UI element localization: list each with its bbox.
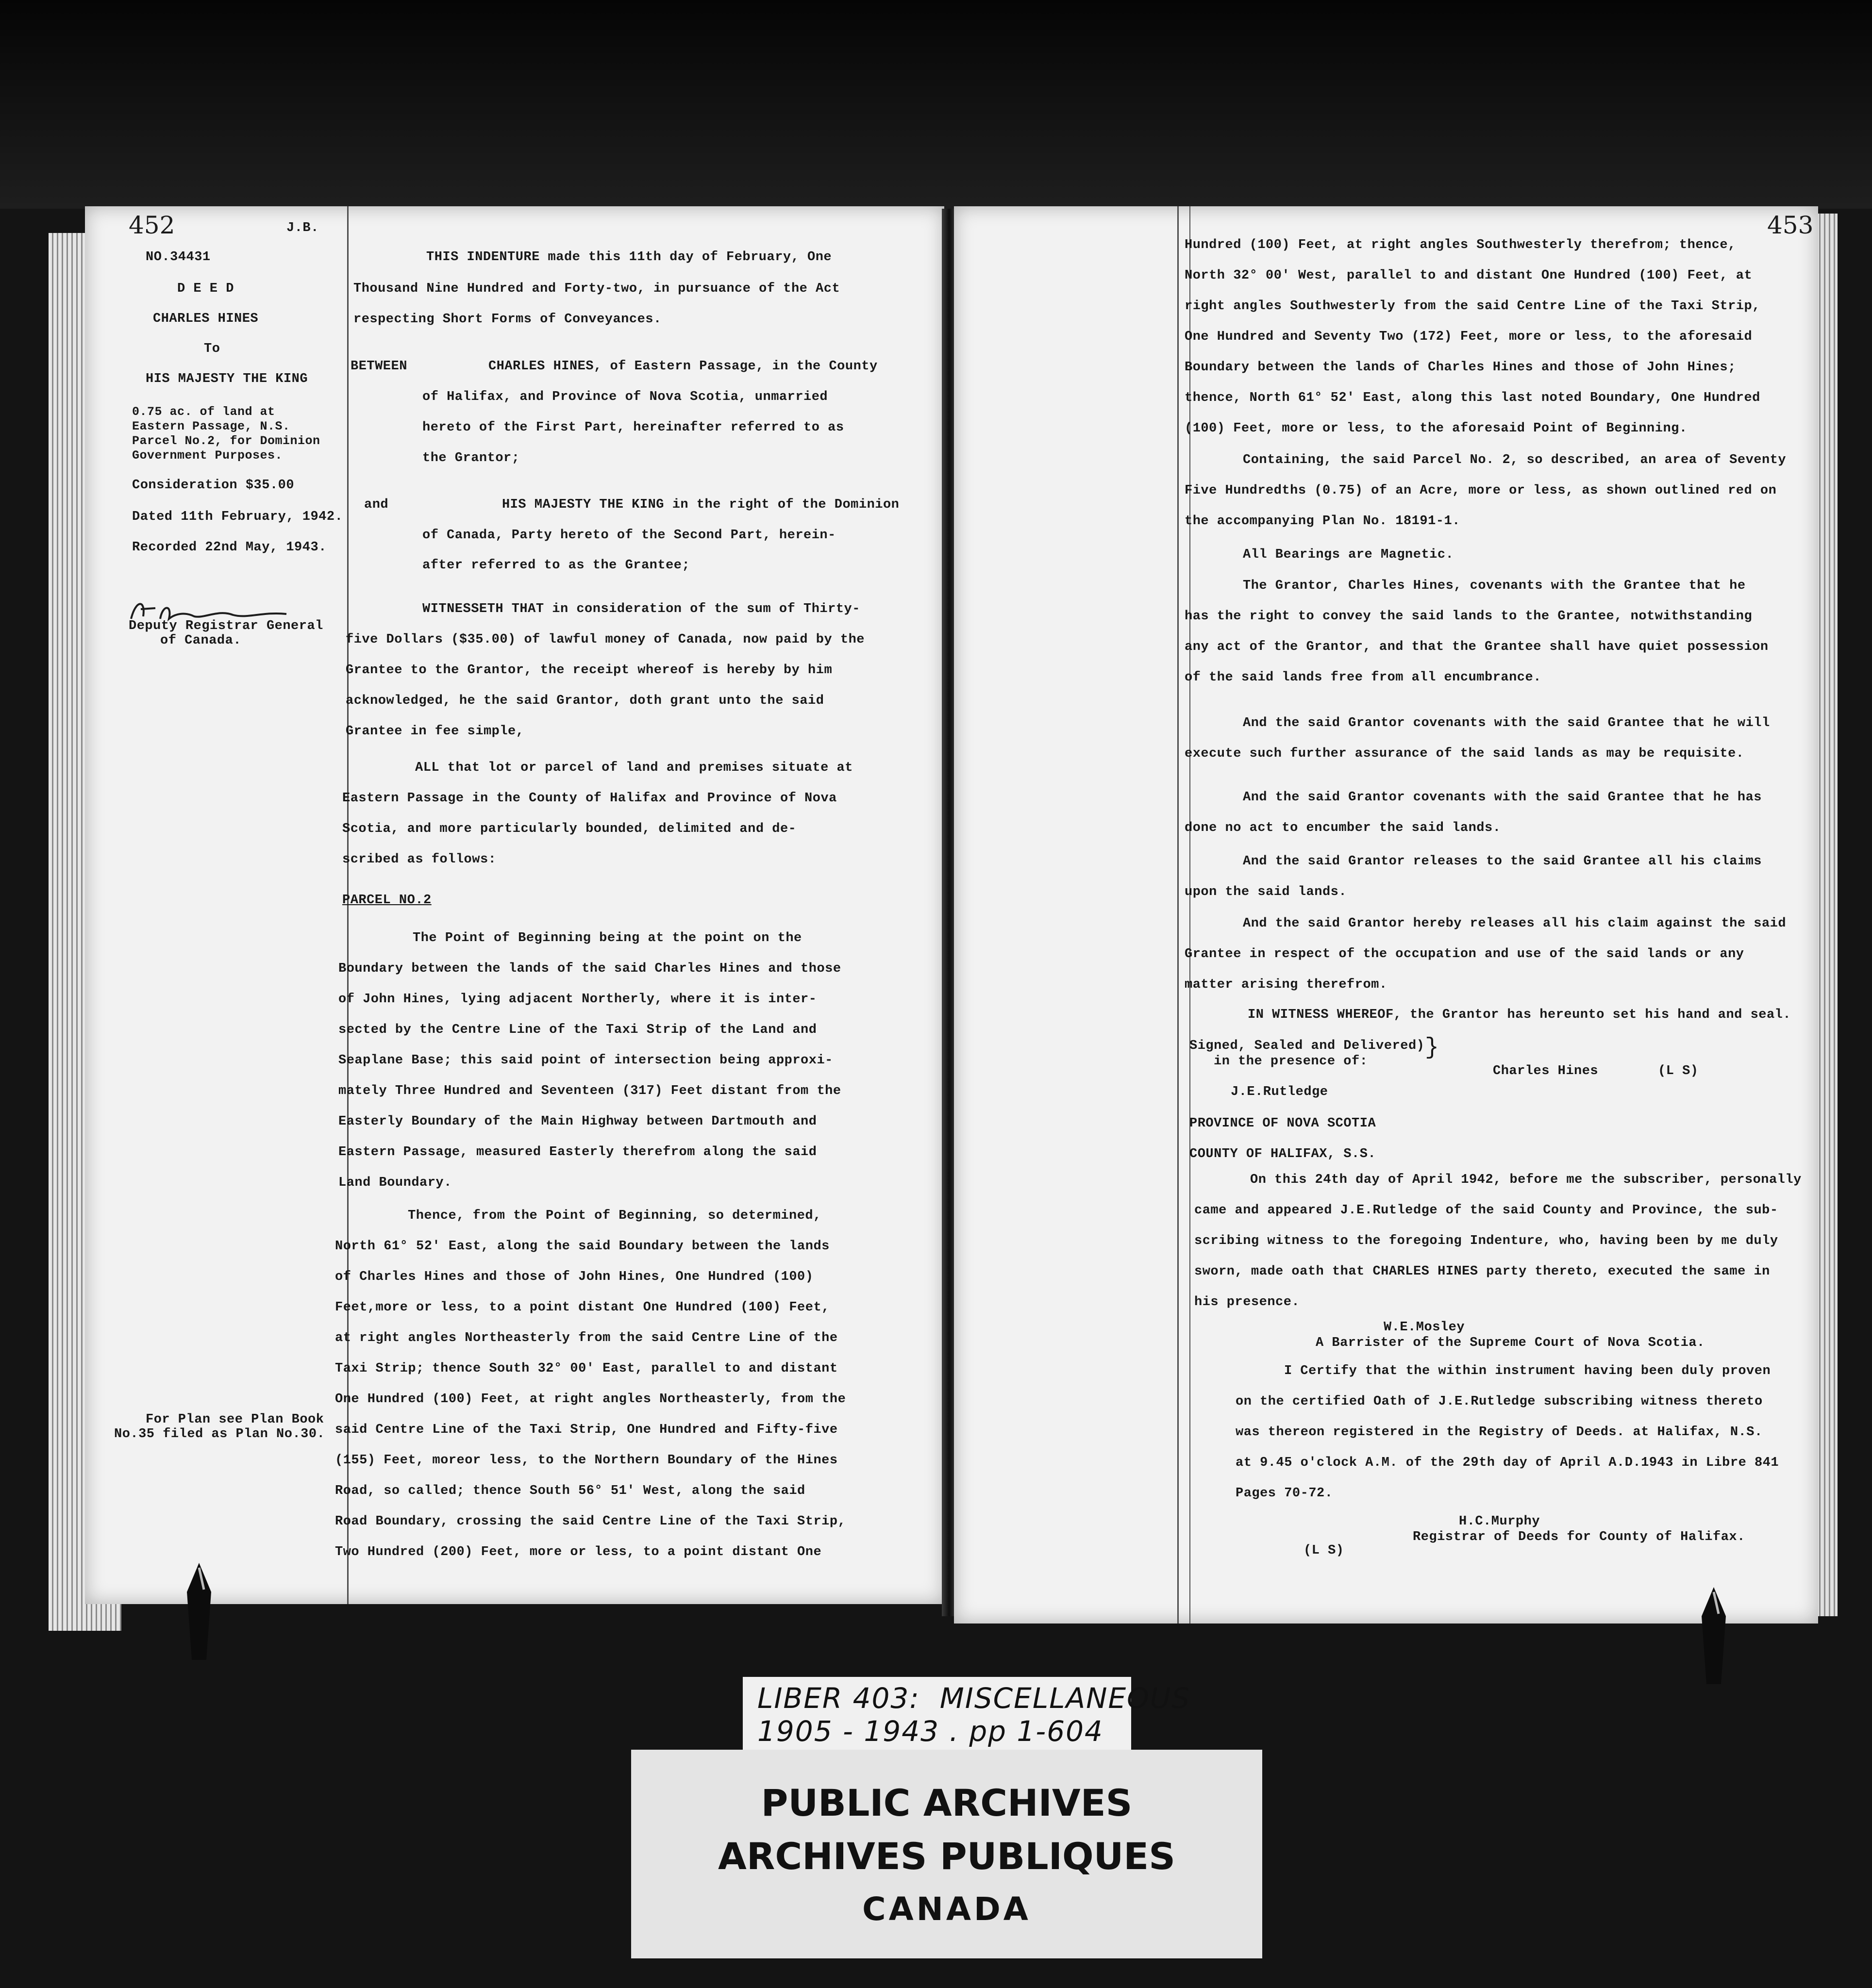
dark-background <box>0 0 1872 209</box>
body-line: the accompanying Plan No. 18191-1. <box>1185 514 1460 529</box>
description-line: Parcel No.2, for Dominion <box>132 434 320 448</box>
body-line: Five Hundredths (0.75) of an Acre, more or less, as shown outlined red on <box>1185 483 1777 498</box>
body-line: hereto of the First Part, hereinafter referred to as <box>422 420 844 435</box>
body-line: One Hundred and Seventy Two (172) Feet, more or less, to the aforesaid <box>1185 330 1753 344</box>
body-line: at right angles Northeasterly from the said Centre Line of the <box>335 1331 838 1345</box>
body-line: Taxi Strip; thence South 32° 00' East, parallel to and distant <box>335 1361 838 1376</box>
body-line: Pages 70-72. <box>1236 1486 1333 1501</box>
body-line: THIS INDENTURE made this 11th day of February, One <box>426 250 832 265</box>
body-line: The Grantor, Charles Hines, covenants with the Grantee that he <box>1243 579 1746 593</box>
description-line: 0.75 ac. of land at <box>132 405 275 419</box>
body-line: Containing, the said Parcel No. 2, so described, an area of Seventy <box>1243 453 1787 467</box>
body-line: I Certify that the within instrument having been duly proven <box>1284 1364 1771 1378</box>
margin-rule-right-2 <box>1189 206 1190 1624</box>
body-line: the Grantor; <box>422 451 520 465</box>
page-clip-left <box>182 1563 216 1660</box>
body-line: Thousand Nine Hundred and Forty-two, in pursuance of the Act <box>353 282 840 296</box>
body-line: at 9.45 o'clock A.M. of the 29th day of April A.D.1943 in Libre 841 <box>1236 1456 1779 1470</box>
body-line: thence, North 61° 52' East, along this last noted Boundary, One Hundred <box>1185 391 1760 405</box>
body-line: And the said Grantor covenants with the said Grantee that he will <box>1243 716 1770 730</box>
right-page <box>954 206 1818 1624</box>
plan-note: For Plan see Plan Book <box>146 1412 324 1427</box>
body-line: And the said Grantor hereby releases all his claim against the said <box>1243 916 1787 931</box>
registrar-title: of Canada. <box>160 633 242 648</box>
archive-line-2: ARCHIVES PUBLIQUES <box>718 1835 1175 1878</box>
body-line: respecting Short Forms of Conveyances. <box>353 312 662 327</box>
presence-line: in the presence of: <box>1214 1054 1368 1069</box>
grantor-name-margin: CHARLES HINES <box>153 312 259 326</box>
doc-number: NO.34431 <box>146 250 211 265</box>
body-line: Eastern Passage, measured Easterly therefrom along the said <box>338 1145 817 1160</box>
province-heading: PROVINCE OF NOVA SCOTIA <box>1189 1116 1376 1131</box>
body-line: and HIS MAJESTY THE KING in the right of the Dominion <box>364 497 900 512</box>
body-line: Road, so called; thence South 56° 51' West, along the said <box>335 1484 805 1498</box>
consideration-note: Consideration $35.00 <box>132 478 295 493</box>
body-line: Thence, from the Point of Beginning, so determined, <box>408 1209 821 1223</box>
body-line: after referred to as the Grantee; <box>422 558 690 573</box>
book-label-text: LIBER 403: MISCELLANEOUS 1905 - 1943 . pp 1-604 <box>757 1682 1191 1748</box>
body-line: Eastern Passage in the County of Halifax and Province of Nova <box>342 791 837 806</box>
dated-note: Dated 11th February, 1942. <box>132 510 343 524</box>
body-line: his presence. <box>1194 1295 1300 1309</box>
right-page-edges <box>1816 214 1838 1616</box>
body-line: was thereon registered in the Registry of Deeds. at Halifax, N.S. <box>1236 1425 1763 1440</box>
body-line: said Centre Line of the Taxi Strip, One Hundred and Fifty-five <box>335 1423 838 1437</box>
body-line: And the said Grantor releases to the said Grantee all his claims <box>1243 854 1762 869</box>
body-line: (100) Feet, more or less, to the aforesaid Point of Beginning. <box>1185 421 1688 436</box>
body-line: Feet,more or less, to a point distant One Hundred (100) Feet, <box>335 1300 830 1315</box>
archive-line-1: PUBLIC ARCHIVES <box>761 1781 1133 1824</box>
body-line: sected by the Centre Line of the Taxi Strip of the Land and <box>338 1023 817 1037</box>
body-line: North 32° 00' West, parallel to and distant One Hundred (100) Feet, at <box>1185 268 1753 283</box>
body-line: Hundred (100) Feet, at right angles Southwesterly therefrom; thence, <box>1185 238 1736 252</box>
book-spine-label <box>743 1677 1191 1752</box>
body-line: WITNESSETH THAT in consideration of the sum of Thirty- <box>422 602 860 616</box>
body-line: Grantee in respect of the occupation and use of the said lands or any <box>1185 947 1744 961</box>
body-line: done no act to encumber the said lands. <box>1185 821 1501 835</box>
body-line: And the said Grantor covenants with the said Grantee that he has <box>1243 790 1762 805</box>
body-line: any act of the Grantor, and that the Grantee shall have quiet possession <box>1185 640 1769 654</box>
signed-sealed-line: Signed, Sealed and Delivered) <box>1189 1039 1425 1053</box>
recorded-note: Recorded 22nd May, 1943. <box>132 540 327 555</box>
body-line: On this 24th day of April 1942, before me the subscriber, personally <box>1250 1173 1802 1187</box>
body-line: One Hundred (100) Feet, at right angles Northeasterly, from the <box>335 1392 846 1407</box>
body-line: of the said lands free from all encumbrance. <box>1185 670 1541 685</box>
body-line: (155) Feet, moreor less, to the Northern Boundary of the Hines <box>335 1453 838 1468</box>
doc-type: D E E D <box>177 282 234 296</box>
registrar-title: Deputy Registrar General <box>129 619 323 633</box>
clerk-initials: J.B. <box>286 221 319 235</box>
body-line: Two Hundred (200) Feet, more or less, to a point distant One <box>335 1545 822 1559</box>
body-line: of Charles Hines and those of John Hines, One Hundred (100) <box>335 1270 814 1284</box>
body-line: Land Boundary. <box>338 1176 452 1190</box>
archive-watermark-card <box>631 1750 1262 1958</box>
witness-signature: J.E.Rutledge <box>1231 1085 1328 1099</box>
body-line: of Canada, Party hereto of the Second Part, herein- <box>422 528 836 543</box>
seal-mark: (L S) <box>1658 1064 1699 1078</box>
body-line: on the certified Oath of J.E.Rutledge subscribing witness thereto <box>1236 1394 1763 1409</box>
registrar-name: H.C.Murphy <box>1459 1514 1540 1529</box>
grantor-signature: Charles Hines <box>1493 1064 1599 1078</box>
body-line: Easterly Boundary of the Main Highway between Dartmouth and <box>338 1114 817 1129</box>
description-line: Eastern Passage, N.S. <box>132 419 290 433</box>
body-line: execute such further assurance of the said lands as may be requisite. <box>1185 746 1744 761</box>
body-line: right angles Southwesterly from the said Centre Line of the Taxi Strip, <box>1185 299 1760 314</box>
body-line: ALL that lot or parcel of land and premises situate at <box>415 761 853 775</box>
body-line: five Dollars ($35.00) of lawful money of Canada, now paid by the <box>346 632 865 647</box>
bracket-glyph: } <box>1425 1035 1439 1061</box>
body-line: scribed as follows: <box>342 852 497 867</box>
witness-clause: IN WITNESS WHEREOF, the Grantor has hereunto set his hand and seal. <box>1248 1008 1791 1022</box>
seal-mark-bottom: (L S) <box>1304 1543 1344 1558</box>
body-line: Boundary between the lands of the said Charles Hines and those <box>338 961 841 976</box>
barrister-name: W.E.Mosley <box>1384 1320 1465 1335</box>
grantee-name-margin: HIS MAJESTY THE KING <box>146 372 308 386</box>
body-line: Scotia, and more particularly bounded, delimited and de- <box>342 822 797 836</box>
archive-line-3: CANADA <box>862 1890 1031 1928</box>
body-line: BETWEEN CHARLES HINES, of Eastern Passage, in the County <box>351 359 878 374</box>
body-line: has the right to convey the said lands to the Grantee, notwithstanding <box>1185 609 1753 624</box>
registrar-title-right: Registrar of Deeds for County of Halifax. <box>1413 1530 1745 1544</box>
body-line: Grantee to the Grantor, the receipt whereof is hereby by him <box>346 663 833 678</box>
body-line: upon the said lands. <box>1185 885 1347 899</box>
body-line: The Point of Beginning being at the point on the <box>413 931 802 945</box>
body-line: of Halifax, and Province of Nova Scotia, unmarried <box>422 390 828 404</box>
to-label: To <box>204 342 220 356</box>
body-line: All Bearings are Magnetic. <box>1243 547 1454 562</box>
margin-rule-right <box>1177 206 1179 1624</box>
body-line: acknowledged, he the said Grantor, doth grant unto the said <box>346 694 824 708</box>
page-clip-right <box>1694 1587 1733 1684</box>
body-line: Grantee in fee simple, <box>346 724 524 739</box>
body-line: mately Three Hundred and Seventeen (317) Feet distant from the <box>338 1084 841 1098</box>
body-line: Road Boundary, crossing the said Centre Line of the Taxi Strip, <box>335 1514 846 1529</box>
parcel-heading: PARCEL NO.2 <box>342 893 432 908</box>
barrister-title: A Barrister of the Supreme Court of Nova Scotia. <box>1316 1336 1705 1350</box>
page-number-left: 452 <box>129 211 175 239</box>
body-line: matter arising therefrom. <box>1185 977 1387 992</box>
county-heading: COUNTY OF HALIFAX, S.S. <box>1189 1147 1376 1161</box>
body-line: Boundary between the lands of Charles Hines and those of John Hines; <box>1185 360 1736 375</box>
body-line: came and appeared J.E.Rutledge of the said County and Province, the sub- <box>1194 1203 1778 1218</box>
body-line: North 61° 52' East, along the said Boundary between the lands <box>335 1239 830 1254</box>
body-line: Seaplane Base; this said point of intersection being approxi- <box>338 1053 833 1068</box>
page-number-right: 453 <box>1767 211 1814 239</box>
description-line: Government Purposes. <box>132 448 283 463</box>
plan-note: No.35 filed as Plan No.30. <box>114 1427 325 1441</box>
body-line: of John Hines, lying adjacent Northerly, where it is inter- <box>338 992 817 1007</box>
body-line: scribing witness to the foregoing Indenture, who, having been by me duly <box>1194 1234 1778 1248</box>
body-line: sworn, made oath that CHARLES HINES party thereto, executed the same in <box>1194 1264 1770 1279</box>
